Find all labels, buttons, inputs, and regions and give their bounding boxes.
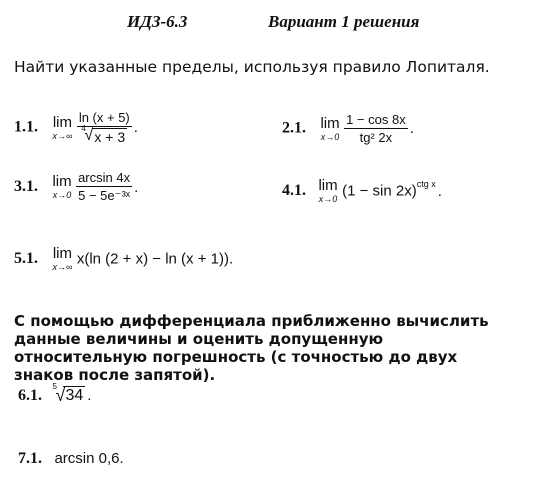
numerator: ln (x + 5)	[78, 110, 130, 125]
problem-3-1: 3.1. lim x→0 $\frac{\arcsin 4x}{\text{5 − 5e⁻³ˣ}}$ .	[14, 170, 139, 203]
fraction	[77, 110, 132, 145]
problem-number: 6.1.	[18, 387, 42, 404]
problem-number: 1.1.	[14, 118, 38, 136]
root-expression: 4 √ x + 3	[81, 124, 126, 145]
fraction	[344, 112, 408, 145]
fraction	[76, 170, 132, 204]
exponent: ctg x	[416, 179, 436, 190]
numerator: arcsin 4x	[78, 170, 131, 185]
variant-title: Вариант 1 решения	[268, 12, 420, 31]
numerator: 1 − cos 8x	[346, 112, 406, 127]
problem-6-1: 6.1. 5 √ 34 .	[18, 382, 92, 405]
limit-operator: lim x→0	[320, 114, 340, 142]
limit-body: x(ln (2 + x) − ln (x + 1)).	[76, 250, 234, 268]
task2-text: С помощью дифференциала приближенно вычислить данные величины и оценить допущенную относительную погрешность (с точностью до двух знаков после запятой).	[14, 312, 489, 384]
problem-2-1: 2.1. lim x→0 $\frac{1 - \cos 8x}{\text{tg² 2x}}$ .	[282, 112, 414, 145]
limit-body: (1 − sin 2x)	[342, 182, 417, 200]
doc-title: ИДЗ-6.3	[127, 12, 188, 31]
limit-operator: lim x→∞	[52, 245, 73, 272]
root-expression: 5 √ 34	[52, 382, 84, 405]
limit-operator: lim x→0	[318, 177, 338, 204]
problem-number: 4.1.	[282, 182, 306, 200]
problem-1-1: 1.1. lim x→∞ ln (x + 5) 4 √ x + 3 .	[14, 110, 138, 145]
limit-operator: lim x→∞	[52, 113, 73, 141]
denominator: 5 − 5e⁻³ˣ	[78, 188, 131, 203]
approx-expression: arcsin 0,6.	[54, 450, 124, 468]
problem-number: 3.1.	[14, 178, 38, 196]
problem-7-1	[18, 450, 124, 468]
problem-number: 5.1.	[14, 250, 38, 268]
denominator	[77, 124, 132, 145]
problem-4-1: 4.1. lim x→0 $(1 - \sin 2x)^{ctg x}$ .	[282, 177, 442, 204]
limit-operator: lim x→0	[52, 173, 72, 200]
problem-number: 7.1.	[18, 450, 42, 467]
denominator: tg² 2x	[359, 130, 393, 145]
intro-text: Найти указанные пределы, используя правило Лопиталя.	[14, 58, 490, 76]
problem-5-1	[14, 246, 233, 272]
problem-number: 2.1.	[282, 119, 306, 137]
